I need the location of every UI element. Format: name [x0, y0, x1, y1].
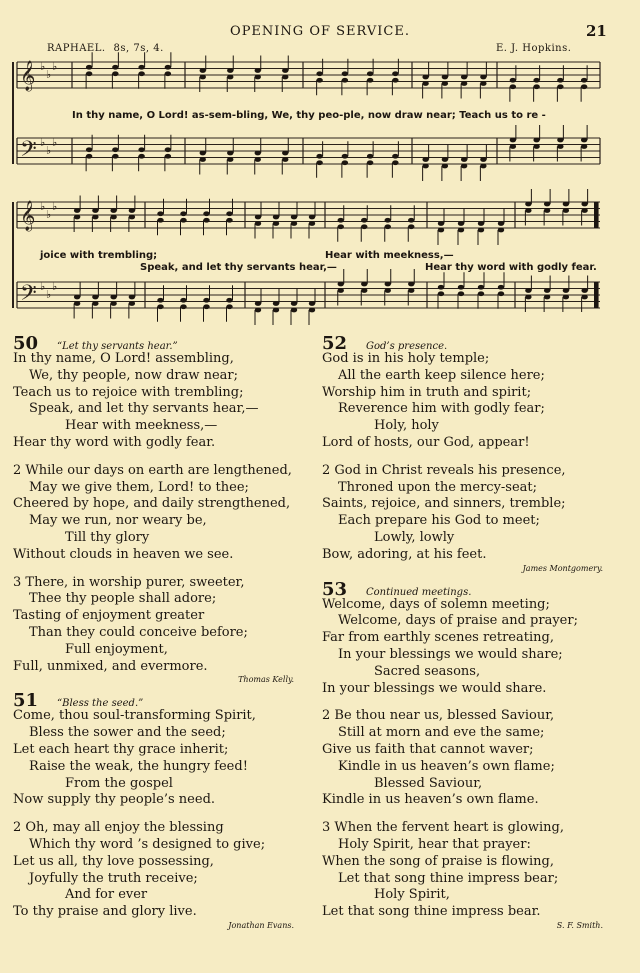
- flat-icon: ♭: [52, 280, 58, 293]
- hymn-line: 3 There, in worship purer, sweeter,: [13, 574, 245, 590]
- hymn-line: Sacred seasons,: [374, 663, 481, 679]
- hymn-line: Give us faith that cannot waver;: [322, 741, 534, 757]
- note-head: [480, 81, 486, 86]
- note-head: [342, 160, 348, 165]
- note-head: [291, 221, 297, 226]
- note-head: [138, 65, 144, 70]
- note-head: [367, 78, 373, 83]
- note-head: [338, 282, 344, 287]
- hymn-line: Without clouds in heaven we see.: [13, 546, 234, 562]
- note-head: [342, 154, 348, 159]
- note-head: [342, 78, 348, 83]
- hymn-author: Jonathan Evans.: [228, 920, 294, 930]
- hymn-line: Worship him in truth and spirit;: [322, 384, 532, 400]
- note-head: [110, 295, 116, 300]
- note-head: [129, 301, 135, 306]
- note-head: [367, 71, 373, 76]
- note-head: [255, 151, 261, 156]
- stanza: [13, 351, 308, 452]
- note-head: [203, 298, 209, 303]
- hymn-line: 2 While our days on earth are lengthened,: [13, 462, 292, 478]
- note-head: [291, 301, 297, 306]
- note-head: [498, 285, 504, 290]
- hymn-line: In thy name, O Lord! assembling,: [13, 351, 234, 366]
- note-head: [544, 288, 550, 293]
- hymn-author: S. F. Smith.: [556, 920, 603, 930]
- note-head: [316, 78, 322, 83]
- note-head: [385, 288, 391, 293]
- note-head: [480, 75, 486, 80]
- hymn-line: Let that song thine impress bear.: [322, 904, 541, 920]
- note-head: [112, 154, 118, 159]
- flat-icon: ♭: [40, 136, 46, 149]
- note-head: [458, 228, 464, 233]
- note-head: [581, 84, 587, 89]
- note-head: [86, 71, 92, 76]
- hymn-line: All the earth keep silence here;: [338, 367, 545, 383]
- note-head: [438, 221, 444, 226]
- hymn-line: Bless the sower and the seed;: [29, 725, 226, 741]
- hymn-line: 2 Oh, may all enjoy the blessing: [13, 820, 224, 836]
- hymn-line: Come, thou soul-transforming Spirit,: [13, 708, 256, 724]
- hymn-line: And for ever: [65, 887, 148, 903]
- note-head: [581, 288, 587, 293]
- note-head: [478, 285, 484, 290]
- flat-icon: ♭: [40, 280, 46, 293]
- note-head: [110, 215, 116, 220]
- note-head: [392, 160, 398, 165]
- note-head: [255, 308, 261, 313]
- note-head: [581, 78, 587, 83]
- note-head: [309, 301, 315, 306]
- flat-icon: ♭: [52, 200, 58, 213]
- stanza: [13, 463, 308, 564]
- hymn-line: In your blessings we would share.: [322, 680, 547, 696]
- hymn-line: Speak, and let thy servants hear,—: [29, 401, 259, 417]
- note-head: [309, 215, 315, 220]
- treble-clef-icon: 𝄞: [20, 201, 36, 231]
- hymn-line: Hear thy word with godly fear.: [13, 434, 216, 450]
- hymn-line: Far from earthly scenes retreating,: [322, 630, 554, 646]
- note-head: [478, 228, 484, 233]
- note-head: [510, 138, 516, 143]
- hymn-number: 50: [13, 333, 39, 354]
- note-head: [200, 75, 206, 80]
- note-head: [165, 154, 171, 159]
- note-head: [138, 71, 144, 76]
- note-head: [581, 295, 587, 300]
- note-head: [138, 147, 144, 152]
- note-head: [478, 221, 484, 226]
- note-head: [86, 154, 92, 159]
- right-column: [322, 333, 617, 936]
- note-head: [510, 78, 516, 83]
- note-head: [338, 224, 344, 229]
- note-head: [200, 157, 206, 162]
- stanza: [322, 597, 617, 698]
- hymn-line: Full enjoyment,: [65, 641, 168, 657]
- note-head: [112, 71, 118, 76]
- note-head: [422, 81, 428, 86]
- score-lyric-line-5: Hear thy word with godly fear.: [425, 262, 597, 273]
- note-head: [92, 295, 98, 300]
- note-head: [112, 65, 118, 70]
- note-head: [458, 221, 464, 226]
- note-head: [203, 304, 209, 309]
- note-head: [563, 208, 569, 213]
- note-head: [361, 218, 367, 223]
- hymn-line: Kindle in us heaven’s own flame.: [322, 792, 539, 808]
- note-head: [392, 71, 398, 76]
- note-head: [422, 75, 428, 80]
- note-head: [110, 301, 116, 306]
- note-head: [255, 157, 261, 162]
- note-head: [544, 208, 550, 213]
- note-head: [563, 202, 569, 207]
- note-head: [338, 288, 344, 293]
- note-head: [74, 295, 80, 300]
- note-head: [533, 138, 539, 143]
- note-head: [385, 282, 391, 287]
- note-head: [157, 211, 163, 216]
- stanza: [322, 820, 617, 921]
- hymn-line: God is in his holy temple;: [322, 351, 490, 366]
- note-head: [581, 208, 587, 213]
- hymn-author: Thomas Kelly.: [238, 675, 294, 685]
- score-lyric-line-4: Speak, and let thy servants hear,—: [140, 262, 337, 273]
- note-head: [581, 202, 587, 207]
- note-head: [367, 160, 373, 165]
- note-head: [480, 157, 486, 162]
- note-head: [282, 151, 288, 156]
- note-head: [129, 208, 135, 213]
- note-head: [478, 291, 484, 296]
- hymn-line: Lowly, lowly: [374, 529, 455, 545]
- hymn-header: [322, 333, 617, 354]
- flat-icon: ♭: [46, 208, 52, 221]
- note-head: [255, 68, 261, 73]
- note-head: [533, 144, 539, 149]
- note-head: [316, 160, 322, 165]
- hymn-line: To thy praise and glory live.: [13, 904, 197, 920]
- note-head: [510, 84, 516, 89]
- note-head: [291, 308, 297, 313]
- score-lyric-line-3: Hear with meekness,—: [325, 250, 454, 261]
- hymn-line: Lord of hosts, our God, appear!: [322, 434, 530, 450]
- note-head: [408, 288, 414, 293]
- note-head: [227, 157, 233, 162]
- hymn-line: Kindle in us heaven’s own flame;: [338, 758, 555, 774]
- hymn-line: Blessed Saviour,: [374, 775, 483, 791]
- hymn-line: We, thy people, now draw near;: [29, 367, 239, 383]
- note-head: [525, 202, 531, 207]
- hymn-title: Continued meetings.: [366, 586, 472, 598]
- note-head: [557, 78, 563, 83]
- note-head: [442, 164, 448, 169]
- hymn-line: 2 Be thou near us, blessed Saviour,: [322, 708, 555, 724]
- final-barline: [594, 202, 598, 228]
- score-lyric-line-2: joice with trembling;: [40, 250, 158, 261]
- hymn-line: May we give them, Lord! to thee;: [29, 479, 249, 495]
- note-head: [544, 295, 550, 300]
- hymn-line: Welcome, days of solemn meeting;: [322, 596, 550, 612]
- note-head: [226, 211, 232, 216]
- note-head: [129, 215, 135, 220]
- note-head: [361, 224, 367, 229]
- hymn-line: 3 When the fervent heart is glowing,: [322, 820, 565, 836]
- note-head: [273, 301, 279, 306]
- hymn-line: Than they could conceive before;: [29, 624, 248, 640]
- note-head: [438, 228, 444, 233]
- left-column: [13, 333, 308, 936]
- note-head: [461, 81, 467, 86]
- hymn-line: Let each heart thy grace inherit;: [13, 741, 229, 757]
- hymn-line: Let us all, thy love possessing,: [13, 853, 214, 869]
- note-head: [338, 218, 344, 223]
- note-head: [385, 224, 391, 229]
- note-head: [408, 218, 414, 223]
- note-head: [563, 295, 569, 300]
- note-head: [438, 291, 444, 296]
- bass-clef-icon: 𝄢: [20, 281, 37, 311]
- stanza: [322, 351, 617, 452]
- hymn-50: [13, 333, 308, 684]
- hymn-line: Holy Spirit, hear that prayer:: [338, 836, 531, 852]
- note-head: [316, 154, 322, 159]
- note-head: [86, 147, 92, 152]
- note-head: [458, 285, 464, 290]
- note-head: [180, 218, 186, 223]
- note-head: [273, 215, 279, 220]
- note-head: [510, 144, 516, 149]
- note-head: [112, 147, 118, 152]
- note-head: [458, 291, 464, 296]
- hymn-number: 51: [13, 690, 39, 712]
- note-head: [157, 218, 163, 223]
- hymn-number: 53: [322, 578, 348, 600]
- note-head: [525, 295, 531, 300]
- note-head: [226, 218, 232, 223]
- note-head: [367, 154, 373, 159]
- note-head: [138, 154, 144, 159]
- note-head: [442, 157, 448, 162]
- note-head: [282, 68, 288, 73]
- hymn-line: Full, unmixed, and evermore.: [13, 658, 208, 674]
- note-head: [557, 138, 563, 143]
- note-head: [442, 81, 448, 86]
- hymn-line: In your blessings we would share;: [338, 646, 563, 662]
- note-head: [309, 308, 315, 313]
- hymn-line: Saints, rejoice, and sinners, tremble;: [322, 496, 566, 512]
- note-head: [226, 298, 232, 303]
- note-head: [157, 298, 163, 303]
- hymn-line: Each prepare his God to meet;: [338, 513, 540, 529]
- note-head: [180, 298, 186, 303]
- note-head: [525, 208, 531, 213]
- note-head: [255, 75, 261, 80]
- treble-clef-icon: 𝄞: [20, 61, 36, 91]
- hymn-line: Throned upon the mercy-seat;: [338, 479, 538, 495]
- note-head: [165, 147, 171, 152]
- note-head: [157, 304, 163, 309]
- note-head: [92, 208, 98, 213]
- hymn-line: Reverence him with godly fear;: [338, 401, 545, 417]
- note-head: [282, 157, 288, 162]
- flat-icon: ♭: [46, 144, 52, 157]
- page-header: OPENING OF SERVICE.: [230, 24, 410, 39]
- note-head: [291, 215, 297, 220]
- note-head: [392, 154, 398, 159]
- note-head: [361, 282, 367, 287]
- note-head: [165, 65, 171, 70]
- hymn-line: Cheered by hope, and daily strengthened,: [13, 496, 291, 512]
- hymn-line: Which thy word ’s designed to give;: [29, 836, 266, 852]
- note-head: [255, 215, 261, 220]
- stanza: [13, 708, 308, 809]
- flat-icon: ♭: [52, 60, 58, 73]
- hymn-line: When the song of praise is flowing,: [322, 853, 554, 869]
- note-head: [480, 164, 486, 169]
- note-head: [309, 221, 315, 226]
- note-head: [581, 138, 587, 143]
- note-head: [461, 157, 467, 162]
- hymn-line: Raise the weak, the hungry feed!: [29, 758, 248, 774]
- note-head: [533, 78, 539, 83]
- music-score: [0, 0, 640, 330]
- note-head: [422, 164, 428, 169]
- note-head: [129, 295, 135, 300]
- hymn-header: [13, 333, 308, 354]
- hymn-line: Holy, holy: [374, 418, 439, 434]
- note-head: [200, 151, 206, 156]
- note-head: [86, 65, 92, 70]
- note-head: [408, 224, 414, 229]
- flat-icon: ♭: [52, 136, 58, 149]
- hymn-line: May we run, nor weary be,: [29, 513, 207, 529]
- hymn-line: Still at morn and eve the same;: [338, 725, 545, 741]
- hymn-line: Till thy glory: [65, 529, 150, 545]
- note-head: [180, 211, 186, 216]
- note-head: [203, 218, 209, 223]
- note-head: [385, 218, 391, 223]
- note-head: [180, 304, 186, 309]
- note-head: [438, 285, 444, 290]
- hymn-header: [322, 578, 617, 600]
- stanza: [322, 463, 617, 564]
- note-head: [255, 221, 261, 226]
- hymn-number: 52: [322, 333, 348, 354]
- note-head: [273, 308, 279, 313]
- note-head: [557, 144, 563, 149]
- hymn-title: “Let thy servants hear.”: [57, 341, 178, 352]
- hymn-line: Bow, adoring, at his feet.: [322, 546, 487, 562]
- note-head: [273, 221, 279, 226]
- stanza: [13, 820, 308, 921]
- flat-icon: ♭: [40, 60, 46, 73]
- hymn-line: From the gospel: [65, 775, 173, 791]
- hymn-title: God’s presence.: [366, 341, 448, 352]
- hymn-51: [13, 690, 308, 930]
- note-head: [227, 68, 233, 73]
- hymn-line: Teach us to rejoice with trembling;: [13, 384, 244, 400]
- final-barline: [594, 282, 598, 308]
- hymn-52: [322, 333, 617, 573]
- note-head: [461, 164, 467, 169]
- note-head: [533, 84, 539, 89]
- note-head: [498, 291, 504, 296]
- hymn-line: 2 God in Christ reveals his presence,: [322, 462, 566, 478]
- hymn-author: James Montgomery.: [522, 563, 603, 573]
- tune-title: RAPHAEL.: [47, 43, 106, 54]
- note-head: [525, 288, 531, 293]
- bass-clef-icon: 𝄢: [20, 137, 37, 167]
- note-head: [255, 301, 261, 306]
- note-head: [361, 288, 367, 293]
- hymn-line: Joyfully the truth receive;: [29, 870, 198, 886]
- flat-icon: ♭: [46, 68, 52, 81]
- note-head: [316, 71, 322, 76]
- note-head: [544, 202, 550, 207]
- note-head: [74, 208, 80, 213]
- hymn-line: Now supply thy people’s need.: [13, 792, 216, 808]
- note-head: [74, 301, 80, 306]
- flat-icon: ♭: [40, 200, 46, 213]
- flat-icon: ♭: [46, 288, 52, 301]
- note-head: [422, 157, 428, 162]
- hymn-line: Tasting of enjoyment greater: [13, 608, 205, 624]
- note-head: [165, 71, 171, 76]
- score-lyric-line-1: In thy name, O Lord! as-sem-bling, We, thy peo-ple, now draw near; Teach us to re -: [72, 110, 546, 121]
- note-head: [442, 75, 448, 80]
- note-head: [498, 221, 504, 226]
- note-head: [498, 228, 504, 233]
- hymn-line: Hear with meekness,—: [65, 418, 218, 434]
- note-head: [200, 68, 206, 73]
- note-head: [342, 71, 348, 76]
- note-head: [226, 304, 232, 309]
- stanza: [322, 708, 617, 809]
- note-head: [581, 144, 587, 149]
- hymn-line: Let that song thine impress bear;: [338, 870, 559, 886]
- page-number: 21: [586, 22, 607, 40]
- note-head: [557, 84, 563, 89]
- hymn-line: Holy Spirit,: [374, 887, 450, 903]
- note-head: [227, 151, 233, 156]
- stanza: [13, 575, 308, 676]
- tune-composer: E. J. Hopkins.: [496, 43, 572, 54]
- hymn-line: Thee thy people shall adore;: [29, 591, 217, 607]
- hymn-53: [322, 579, 617, 930]
- hymn-title: “Bless the seed.”: [57, 698, 144, 710]
- note-head: [203, 211, 209, 216]
- note-head: [408, 282, 414, 287]
- hymn-header: [13, 690, 308, 712]
- note-head: [74, 215, 80, 220]
- note-head: [461, 75, 467, 80]
- tune-meter: 8s, 7s, 4.: [113, 43, 164, 54]
- note-head: [110, 208, 116, 213]
- note-head: [92, 215, 98, 220]
- note-head: [282, 75, 288, 80]
- note-head: [563, 288, 569, 293]
- note-head: [227, 75, 233, 80]
- note-head: [92, 301, 98, 306]
- hymn-line: Welcome, days of praise and prayer;: [338, 613, 578, 629]
- note-head: [392, 78, 398, 83]
